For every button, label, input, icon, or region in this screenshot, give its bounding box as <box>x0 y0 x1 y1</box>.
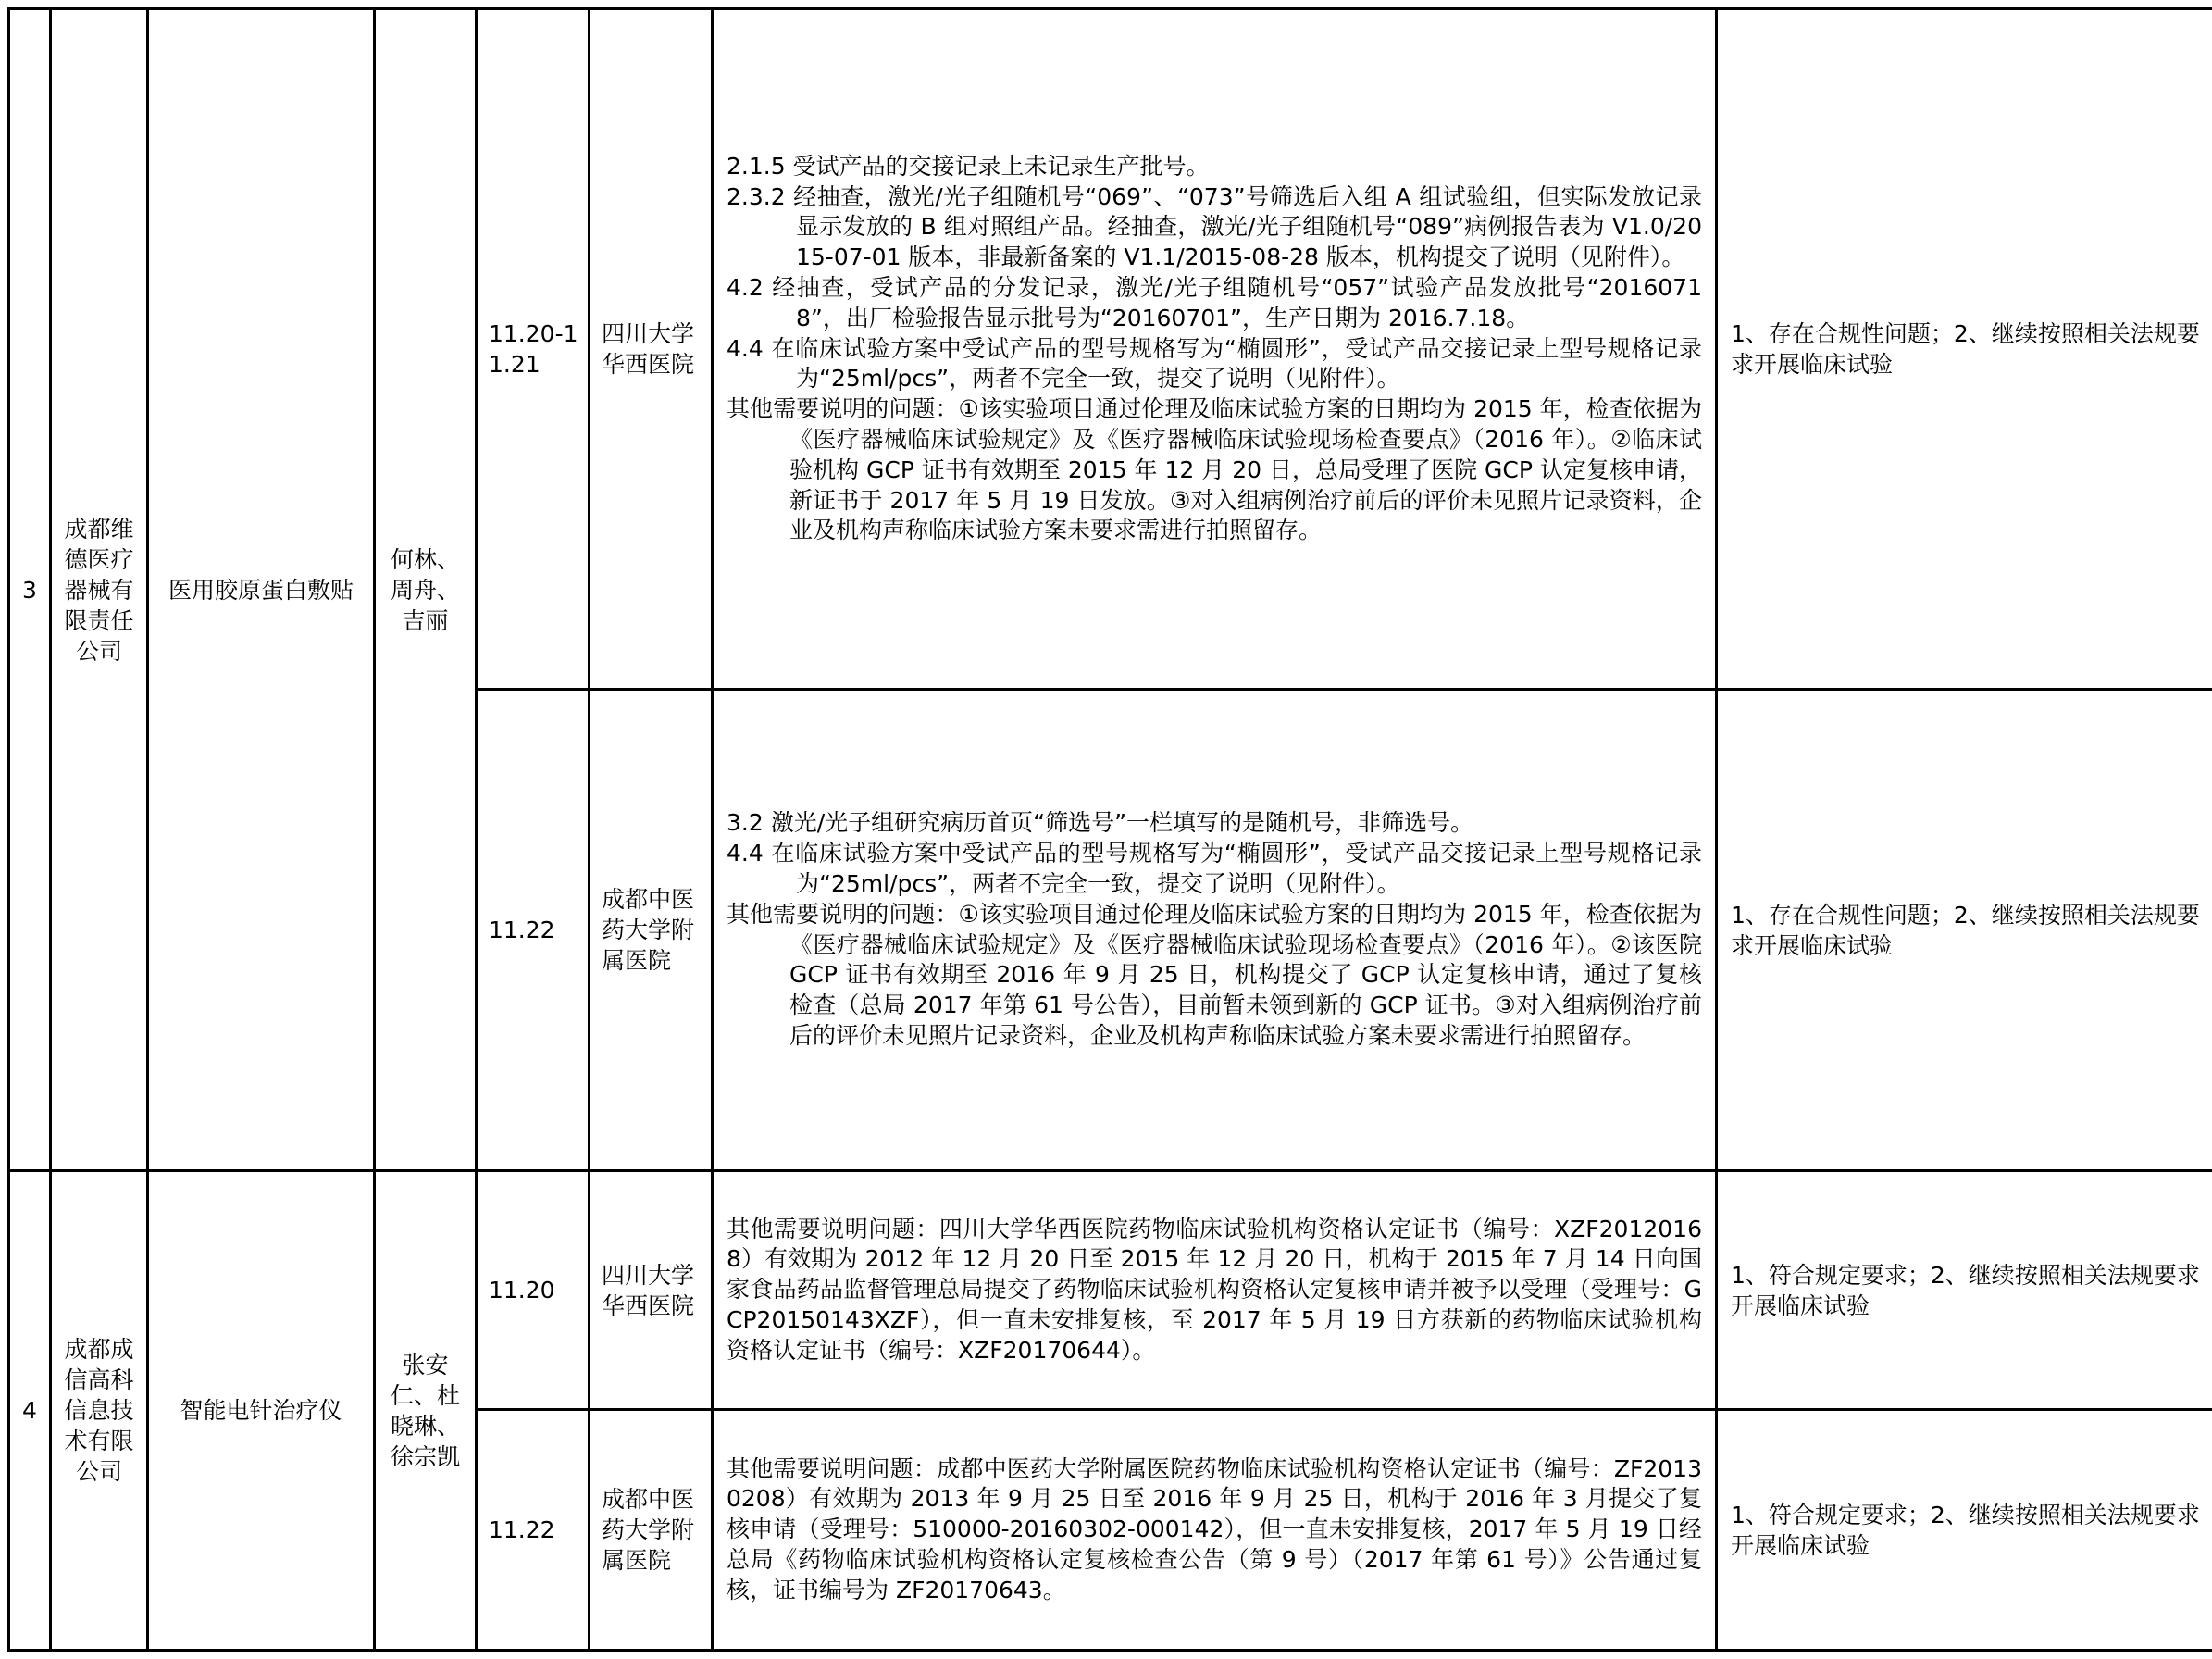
inspection-date: 11.22 <box>477 1410 590 1651</box>
inspection-result: 1、存在合规性问题；2、继续按照相关法规要求开展临床试验 <box>1717 690 2212 1171</box>
findings-cell <box>713 1171 1717 1410</box>
hospital-name: 四川大学华西医院 <box>590 9 713 690</box>
enterprise-name: 成都成信高科信息技术有限公司 <box>51 1171 148 1651</box>
finding-item: 2.1.5 受试产品的交接记录上未记录生产批号。 <box>727 152 1210 180</box>
finding-item: 4.2 经抽查，受试产品的分发记录，激光/光子组随机号“057”试验产品发放批号“20160718”，出厂检验报告显示批号为“20160701”，生产日期为 2016.7.18。 <box>727 274 1702 331</box>
inspection-result: 1、符合规定要求；2、继续按照相关法规要求开展临床试验 <box>1717 1410 2212 1651</box>
inspectors: 张安仁、杜晓琳、徐宗凯 <box>375 1171 477 1651</box>
finding-item: 其他需要说明问题：四川大学华西医院药物临床试验机构资格认定证书（编号：XZF20120168）有效期为 2012 年 12 月 20 日至 2015 年 12 月 20 日，机构于 2015 年 7 月 14 日向国家食品药品监督管理总局提交了药物临床试验机构资格认定复核申请并被予以受理（受理号：GCP20150143XZF），但一直未安排复核，至 2017 年 5 月 19 日方获新的药物临床试验机构资格认定证书（编号：XZF20170644）。 <box>727 1215 1702 1364</box>
inspection-date: 11.20 <box>477 1171 590 1410</box>
inspection-result: 1、符合规定要求；2、继续按照相关法规要求开展临床试验 <box>1717 1171 2212 1410</box>
finding-item: 其他需要说明问题：成都中医药大学附属医院药物临床试验机构资格认定证书（编号：ZF20130208）有效期为 2013 年 9 月 25 日至 2016 年 9 月 25 日，机构于 2016 年 3 月提交了复核申请（受理号：510000-20160302-000142），但一直未安排复核，2017 年 5 月 19 日经总局《药物临床试验机构资格认定复核检查公告（第 9 号）（2017 年第 61 号）》公告通过复核，证书编号为 ZF20170643。 <box>727 1454 1702 1603</box>
inspectors: 何林、周舟、吉丽 <box>375 9 477 1171</box>
finding-item: 其他需要说明的问题：①该实验项目通过伦理及临床试验方案的日期均为 2015 年，检查依据为《医疗器械临床试验规定》及《医疗器械临床试验现场检查要点》（2016 年）。②临床试验机构 GCP 证书有效期至 2015 年 12 月 20 日，总局受理了医院 GCP 认定复核申请，新证书于 2017 年 5 月 19 日发放。③对入组病例治疗前后的评价未见照片记录资料，企业及机构声称临床试验方案未要求需进行拍照留存。 <box>727 395 1702 544</box>
inspection-result: 1、存在合规性问题；2、继续按照相关法规要求开展临床试验 <box>1717 9 2212 690</box>
product-name: 医用胶原蛋白敷贴 <box>148 9 375 1171</box>
finding-item: 2.3.2 经抽查，激光/光子组随机号“069”、“073”号筛选后入组 A 组试验组，但实际发放记录显示发放的 B 组对照组产品。经抽查，激光/光子组随机号“089”病例报告表为 V1.0/2015-07-01 版本，非最新备案的 V1.1/2015-08-28 版本，机构提交了说明（见附件）。 <box>727 182 1702 271</box>
inspection-date: 11.22 <box>477 690 590 1171</box>
hospital-name: 成都中医药大学附属医院 <box>590 1410 713 1651</box>
finding-item: 4.4 在临床试验方案中受试产品的型号规格写为“椭圆形”，受试产品交接记录上型号规格记录为“25ml/pcs”，两者不完全一致，提交了说明（见附件）。 <box>727 334 1702 393</box>
hospital-name: 成都中医药大学附属医院 <box>590 690 713 1171</box>
hospital-name: 四川大学华西医院 <box>590 1171 713 1410</box>
finding-item: 4.4 在临床试验方案中受试产品的型号规格写为“椭圆形”，受试产品交接记录上型号规格记录为“25ml/pcs”，两者不完全一致，提交了说明（见附件）。 <box>727 840 1702 897</box>
product-name: 智能电针治疗仪 <box>148 1171 375 1651</box>
finding-item: 3.2 激光/光子组研究病历首页“筛选号”一栏填写的是随机号，非筛选号。 <box>727 809 1474 837</box>
findings-cell <box>713 1410 1717 1651</box>
inspection-results-table <box>7 7 2212 1652</box>
finding-item: 其他需要说明的问题：①该实验项目通过伦理及临床试验方案的日期均为 2015 年，检查依据为《医疗器械临床试验规定》及《医疗器械临床试验现场检查要点》（2016 年）。②该医院 GCP 证书有效期至 2016 年 9 月 25 日，机构提交了 GCP 认定复核申请，通过了复核检查（总局 2017 年第 61 号公告），目前暂未领到新的 GCP 证书。③对入组病例治疗前后的评价未见照片记录资料，企业及机构声称临床试验方案未要求需进行拍照留存。 <box>727 900 1702 1049</box>
findings-cell <box>713 690 1717 1171</box>
inspection-date: 11.20-11.21 <box>477 9 590 690</box>
enterprise-name: 成都维德医疗器械有限责任公司 <box>51 9 148 1171</box>
findings-cell <box>713 9 1717 690</box>
table-row <box>9 1171 2212 1410</box>
row-number: 3 <box>9 9 51 1171</box>
row-number: 4 <box>9 1171 51 1651</box>
table-row <box>9 9 2212 690</box>
